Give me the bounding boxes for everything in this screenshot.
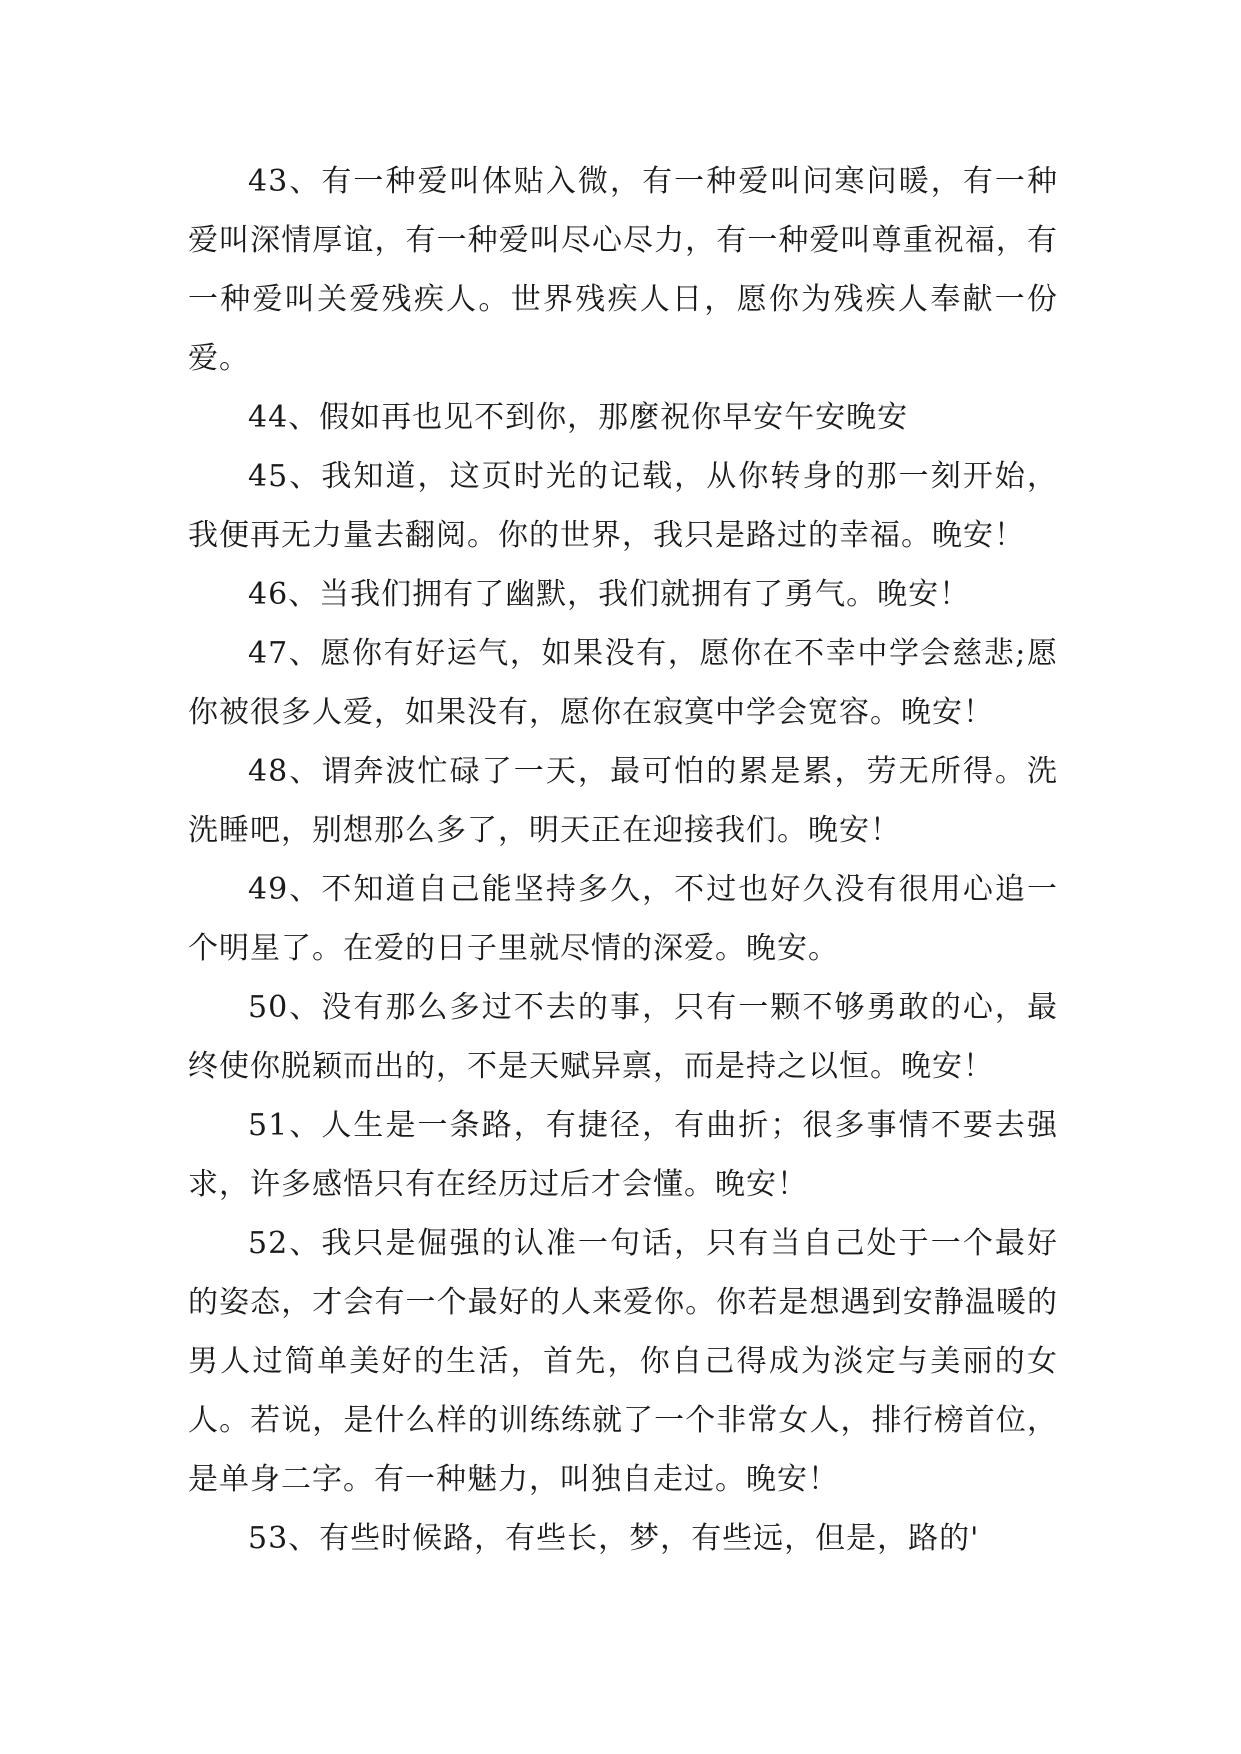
paragraph-51: 51、人生是一条路，有捷径，有曲折；很多事情不要去强求，许多感悟只有在经历过后才会懂。晚安！ (188, 1108, 1058, 1202)
paragraph-44: 44、假如再也见不到你，那麼祝你早安午安晚安 (248, 400, 909, 435)
paragraph-52: 52、我只是倔强的认准一句话，只有当自己处于一个最好的姿态，才会有一个最好的人来爱你。你若是想遇到安静温暖的男人过简单美好的生活，首先，你自己得成为淡定与美丽的女人。若说，是什么样的训练练就了一个非常女人，排行榜首位，是单身二字。有一种魅力，叫独自走过。晚安！ (188, 1226, 1058, 1497)
paragraph-50: 50、没有那么多过不去的事，只有一颗不够勇敢的心，最终使你脱颖而出的，不是天赋异禀，而是持之以恒。晚安！ (188, 990, 1058, 1084)
paragraph-53: 53、有些时候路，有些长，梦，有些远，但是，路的' (248, 1521, 980, 1556)
document-body (188, 152, 1058, 1568)
paragraph-45: 45、我知道，这页时光的记载，从你转身的那一刻开始，我便再无力量去翻阅。你的世界，我只是路过的幸福。晚安！ (188, 459, 1058, 553)
paragraph-47: 47、愿你有好运气，如果没有，愿你在不幸中学会慈悲;愿你被很多人爱，如果没有，愿你在寂寞中学会宽容。晚安！ (188, 636, 1058, 730)
paragraph-46: 46、当我们拥有了幽默，我们就拥有了勇气。晚安！ (248, 577, 971, 612)
paragraph-48: 48、谓奔波忙碌了一天，最可怕的累是累，劳无所得。洗洗睡吧，别想那么多了，明天正在迎接我们。晚安！ (188, 754, 1058, 848)
paragraph-49: 49、不知道自己能坚持多久，不过也好久没有很用心追一个明星了。在爱的日子里就尽情的深爱。晚安。 (188, 872, 1058, 966)
paragraph-43: 43、有一种爱叫体贴入微，有一种爱叫问寒问暖，有一种爱叫深情厚谊，有一种爱叫尽心尽力，有一种爱叫尊重祝福，有一种爱叫关爱残疾人。世界残疾人日，愿你为残疾人奉献一份爱。 (188, 164, 1058, 376)
